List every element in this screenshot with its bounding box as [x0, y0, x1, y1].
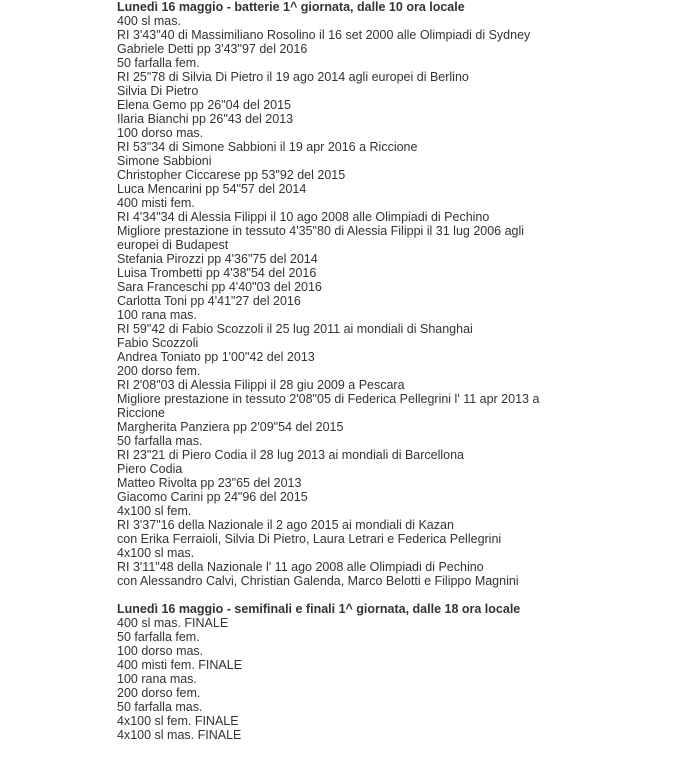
text-line: 50 farfalla mas.	[117, 700, 203, 714]
text-line: RI 23"21 di Piero Codia il 28 lug 2013 ai mondiali di Barcellona	[117, 448, 465, 462]
text-line: 4x100 sl mas. FINALE	[117, 728, 242, 742]
text-line: 100 rana mas.	[117, 672, 197, 686]
text-line: Christopher Ciccarese pp 53"92 del 2015	[117, 168, 346, 182]
text-line: RI 3'11"48 della Nazionale l' 11 ago 2008 alle Olimpiadi di Pechino	[117, 560, 484, 574]
text-line: 400 sl mas.	[117, 14, 181, 28]
text-line: 50 farfalla fem.	[117, 630, 200, 644]
text-line: 4x100 sl fem.	[117, 504, 192, 518]
text-line: Luca Mencarini pp 54"57 del 2014	[117, 182, 307, 196]
document-body	[117, 0, 547, 742]
text-line: RI 2'08"03 di Alessia Filippi il 28 giu 2009 a Pescara	[117, 378, 405, 392]
text-line: 4x100 sl fem. FINALE	[117, 714, 239, 728]
text-line: 100 dorso mas.	[117, 644, 204, 658]
text-line: RI 53"34 di Simone Sabbioni il 19 apr 2016 a Riccione	[117, 140, 418, 154]
text-line: 200 dorso fem.	[117, 364, 201, 378]
text-line: 50 farfalla fem.	[117, 56, 200, 70]
text-line: Ilaria Bianchi pp 26"43 del 2013	[117, 112, 294, 126]
section-heading: Lunedì 16 maggio - batterie 1^ giornata, dalle 10 ora locale	[117, 0, 465, 14]
text-line: Carlotta Toni pp 4'41"27 del 2016	[117, 294, 301, 308]
text-line: RI 3'43"40 di Massimiliano Rosolino il 16 set 2000 alle Olimpiadi di Sydney	[117, 28, 531, 42]
text-line: 100 rana mas.	[117, 308, 197, 322]
text-line: con Alessandro Calvi, Christian Galenda, Marco Belotti e Filippo Magnini	[117, 574, 519, 588]
text-line: RI 25"78 di Silvia Di Pietro il 19 ago 2014 agli europei di Berlino	[117, 70, 469, 84]
text-line: RI 3'37"16 della Nazionale il 2 ago 2015 ai mondiali di Kazan	[117, 518, 454, 532]
schedule-section	[117, 0, 547, 588]
text-line: Silvia Di Pietro	[117, 84, 199, 98]
text-line: Giacomo Carini pp 24"96 del 2015	[117, 490, 308, 504]
text-line: con Erika Ferraioli, Silvia Di Pietro, Laura Letrari e Federica Pellegrini	[117, 532, 502, 546]
section-heading: Lunedì 16 maggio - semifinali e finali 1^ giornata, dalle 18 ora locale	[117, 602, 521, 616]
text-line: 400 sl mas. FINALE	[117, 616, 229, 630]
text-line: RI 4'34"34 di Alessia Filippi il 10 ago 2008 alle Olimpiadi di Pechino	[117, 210, 490, 224]
text-line: 400 misti fem.	[117, 196, 195, 210]
text-line: Migliore prestazione in tessuto 2'08"05 di Federica Pellegrini l' 11 apr 2013 a Riccione	[117, 392, 540, 420]
text-line: RI 59"42 di Fabio Scozzoli il 25 lug 2011 ai mondiali di Shanghai	[117, 322, 473, 336]
text-line: Simone Sabbioni	[117, 154, 212, 168]
text-line: 200 dorso fem.	[117, 686, 201, 700]
text-line: Matteo Rivolta pp 23"65 del 2013	[117, 476, 302, 490]
text-line: Margherita Panziera pp 2'09"54 del 2015	[117, 420, 344, 434]
text-line: Gabriele Detti pp 3'43"97 del 2016	[117, 42, 308, 56]
text-line: Luisa Trombetti pp 4'38"54 del 2016	[117, 266, 317, 280]
text-line: Fabio Scozzoli	[117, 336, 199, 350]
text-line: Piero Codia	[117, 462, 183, 476]
text-line: Stefania Pirozzi pp 4'36"75 del 2014	[117, 252, 318, 266]
text-line: Sara Franceschi pp 4'40"03 del 2016	[117, 280, 322, 294]
text-line: 50 farfalla mas.	[117, 434, 203, 448]
text-line: Elena Gemo pp 26"04 del 2015	[117, 98, 292, 112]
text-line: Migliore prestazione in tessuto 4'35"80 di Alessia Filippi il 31 lug 2006 agli europei di Budapest	[117, 224, 525, 252]
text-line: Andrea Toniato pp 1'00"42 del 2013	[117, 350, 315, 364]
text-line: 400 misti fem. FINALE	[117, 658, 243, 672]
text-line: 4x100 sl mas.	[117, 546, 195, 560]
text-line: 100 dorso mas.	[117, 126, 204, 140]
schedule-section	[117, 602, 547, 742]
